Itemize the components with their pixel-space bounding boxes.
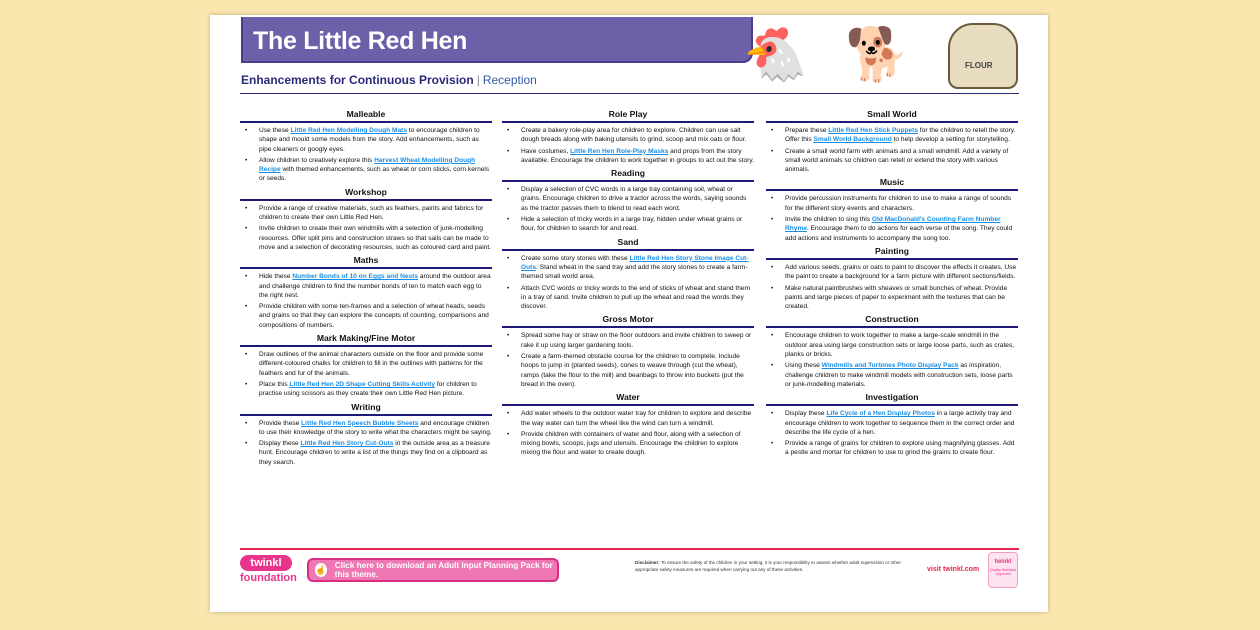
- item-text: . Encourage them to do actions for each verse of the song. They could add actions and instruments to accompany the song too.: [785, 225, 1013, 242]
- section-rule: [240, 121, 492, 123]
- item-text: Add water wheels to the outdoor water tray for children to explore and describe the way water can turn the wheel like the wind can turn a windmill.: [521, 410, 752, 427]
- item-text: Have costumes,: [521, 147, 571, 155]
- item-text: Provide children with some ten-frames and a selection of wheat heads, seeds and grains so that they can explore the concepts of counting, comparisons and compositions of numbers.: [259, 303, 489, 329]
- section-heading: Workshop: [345, 186, 387, 197]
- item-text: Invite children to create their own windmills with a selection of junk-modelling resources. Offer split pins and construction straws so that sails can be made to move and a selection of decorating resources, such as coloured card and paint.: [259, 225, 492, 251]
- separator: |: [476, 73, 480, 87]
- activity-list: [502, 254, 754, 312]
- section-rule: [766, 189, 1018, 191]
- badge-text: Quality Standard Approved: [989, 568, 1017, 576]
- activity-list: [766, 409, 1018, 457]
- list-item: [766, 194, 1018, 213]
- list-item: [502, 126, 754, 145]
- header-divider: [240, 93, 1019, 94]
- section-heading: Reading: [611, 168, 645, 179]
- item-text: Using these: [785, 362, 822, 370]
- item-text: in a large activity tray and encourage children to work together to sequence them in the correct order and describe the life cycle of a hen.: [785, 410, 1015, 436]
- list-item: [240, 350, 492, 378]
- resource-link[interactable]: Number Bonds of 10 on Eggs and Nests: [292, 273, 419, 281]
- section-rule: [502, 249, 754, 251]
- flour-sack-illustration: [948, 23, 1018, 89]
- section-heading: Sand: [617, 236, 639, 247]
- section-small-world: [766, 109, 1018, 174]
- logo-top-text: twinkl: [240, 555, 292, 571]
- list-item: [240, 224, 492, 252]
- level-label: Reception: [482, 73, 537, 87]
- list-item: [766, 147, 1018, 175]
- section-writing: [240, 402, 492, 467]
- list-item: [502, 284, 754, 312]
- document-sheet: [210, 15, 1048, 612]
- hen-illustration: 🐔: [743, 26, 808, 84]
- section-workshop: [240, 187, 492, 252]
- section-music: [766, 177, 1018, 242]
- list-item: [240, 439, 492, 467]
- resource-link[interactable]: Harvest Wheat Modelling Dough Recipe: [259, 156, 476, 174]
- disclaimer: [635, 560, 905, 573]
- section-investigation: [766, 392, 1018, 457]
- list-item: [502, 430, 754, 458]
- item-text: Invite the children to sing this: [785, 216, 872, 224]
- section-rule: [240, 199, 492, 201]
- section-painting: [766, 246, 1018, 311]
- list-item: [502, 331, 754, 350]
- item-text: Provide these: [259, 419, 302, 427]
- item-text: Spread some hay or straw on the floor outdoors and invite children to sweep or rake it up using larger gardening tools.: [521, 332, 752, 349]
- activity-list: [766, 126, 1018, 174]
- disclaimer-label: Disclaimer:: [635, 560, 660, 565]
- activity-list: [240, 272, 492, 330]
- item-text: Display these: [785, 410, 827, 418]
- item-text: Encourage children to work together to make a large-scale windmill in the outdoor area using large construction sets or large loose parts, such as crates, planks or bricks.: [785, 332, 1015, 359]
- section-heading: Maths: [353, 255, 379, 266]
- activity-list: [240, 419, 492, 467]
- item-text: Make natural paintbrushes with sheaves or small bunches of wheat. Provide paints and large pieces of paper to experiment with the textures that can be created.: [785, 284, 1008, 311]
- item-text: and encourage children to use their knowledge of the story to write what the characters might be saying.: [259, 419, 492, 436]
- list-item: [766, 361, 1018, 389]
- item-text: Provide children with containers of water and flour, along with a selection of mixing bowls, scoops, jugs and utensils. Encourage the children to explore mixing the flour and water to create dough.: [521, 430, 741, 457]
- activity-list: [502, 185, 754, 233]
- download-label: Click here to download an Adult Input Planning Pack for this theme.: [334, 561, 553, 579]
- section-sand: [502, 237, 754, 312]
- item-text: with themed enhancements, such as wheat or corn sticks, corn kernels or seeds.: [259, 166, 490, 183]
- item-text: Hide a selection of tricky words in a large tray, hidden under wheat grains or flour, for children to search for and read.: [521, 216, 743, 233]
- subtitle-text: Enhancements for Continuous Provision: [241, 73, 474, 87]
- section-heading: Painting: [875, 245, 909, 256]
- list-item: [502, 409, 754, 428]
- item-text: Attach CVC words or tricky words to the end of sticks of wheat and stand them in a tray of sand. Invite children to pull up the wheat and read the words they discover.: [521, 284, 751, 311]
- item-text: Create a small world farm with animals and a small windmill. Add a variety of small world animals so children can retell or extend the story with various animals.: [785, 147, 1009, 174]
- section-reading: [502, 168, 754, 233]
- list-item: [766, 284, 1018, 312]
- page-title: The Little Red Hen: [253, 27, 468, 55]
- section-rule: [240, 414, 492, 416]
- activity-list: [502, 331, 754, 389]
- section-gross-motor: [502, 314, 754, 389]
- list-item: [502, 215, 754, 234]
- list-item: [240, 156, 492, 184]
- item-text: Add various seeds, grains or oats to paint to discover the effects it creates. Use the paint to create a background for a farm picture with different sections/fields.: [785, 263, 1017, 281]
- list-item: [240, 419, 492, 438]
- item-text: Display a selection of CVC words in a large tray containing soil, wheat or grains. Encourage children to drive a tractor across the words, saying sounds as the tractor passes them to blend to read each word.: [521, 186, 747, 212]
- item-text: . Stand wheat in the sand tray and add the story stones to create a farm-themed small world area.: [521, 263, 748, 281]
- item-text: around the outdoor area and challenge children to find the number bonds of ten to match each egg to the right nest.: [259, 273, 491, 299]
- item-text: Create a farm-themed obstacle course for the children to complete. Include hoops to jump in (planted seeds), cones to weave through (cut the wheat), ramps (take the flour to the mill) and beanbags to throw into buckets (put the bread in the oven).: [521, 353, 744, 388]
- section-rule: [766, 326, 1018, 328]
- item-text: to help develop a setting for storytelling.: [891, 136, 1010, 144]
- activity-list: [766, 331, 1018, 389]
- section-construction: [766, 314, 1018, 389]
- resource-link[interactable]: Little Ren Hen Role-Play Masks: [570, 147, 669, 155]
- list-item: [240, 126, 492, 154]
- section-maths: [240, 255, 492, 330]
- item-text: and props from the story available. Encourage the children to work together in groups to act out the story.: [521, 147, 754, 164]
- section-rule: [766, 404, 1018, 406]
- activity-list: [240, 204, 492, 252]
- item-text: for children to practise using scissors as they create their own Little Red Hen picture.: [259, 380, 477, 398]
- list-item: [766, 263, 1018, 282]
- item-text: Prepare these: [785, 127, 829, 134]
- section-heading: Investigation: [865, 392, 919, 403]
- list-item: [766, 409, 1018, 437]
- section-rule: [240, 267, 492, 269]
- activity-list: [766, 194, 1018, 242]
- twinkl-foundation-logo[interactable]: [240, 555, 297, 595]
- section-heading: Mark Making/Fine Motor: [316, 333, 416, 344]
- item-text: Draw outlines of the animal characters outside on the floor and provide some different-coloured chalks for children to fill in the outlines with patterns for the feathers and fur of the animals.: [259, 351, 484, 377]
- section-heading: Role Play: [608, 109, 648, 119]
- list-item: [502, 147, 754, 166]
- item-text: Create a bakery role-play area for children to explore. Children can use salt dough breads along with baking utensils to grind, scoop and mix oats or flour.: [521, 127, 747, 144]
- resource-link[interactable]: Life Cycle of a Hen Display Photos: [826, 410, 935, 418]
- item-text: Allow children to creatively explore this: [259, 156, 375, 164]
- resource-link[interactable]: Small World Background: [813, 136, 892, 144]
- column-3: [766, 109, 1018, 461]
- section-heading: Construction: [865, 314, 919, 325]
- resource-link[interactable]: Little Red Hen Speech Bubble Sheets: [301, 419, 419, 427]
- item-text: Use these: [259, 127, 291, 134]
- badge-brand: twinkl: [994, 559, 1012, 565]
- item-text: to encourage children to shape and mould some models from the story. Add enhancements, such as pipe cleaners or googly eyes.: [259, 127, 480, 153]
- section-heading: Water: [616, 392, 640, 403]
- section-rule: [502, 404, 754, 406]
- item-text: Place this: [259, 380, 290, 388]
- list-item: [502, 352, 754, 389]
- list-item: [240, 380, 492, 399]
- list-item: [766, 126, 1018, 145]
- section-rule: [502, 121, 754, 123]
- column-2: [502, 109, 754, 461]
- item-text: Provide percussion instruments for children to use to make a range of sounds for the different story events and characters.: [785, 195, 1012, 212]
- column-1: [240, 109, 492, 470]
- activity-list: [766, 263, 1018, 311]
- section-role-play: [502, 109, 754, 165]
- section-heading: Small World: [867, 109, 917, 119]
- section-rule: [502, 180, 754, 182]
- list-item: [766, 331, 1018, 359]
- list-item: [502, 254, 754, 282]
- list-item: [240, 302, 492, 330]
- quality-badge: [988, 552, 1018, 588]
- flour-label: FLOUR: [965, 61, 993, 70]
- list-item: [766, 215, 1018, 243]
- visit-twinkl-link[interactable]: visit twinkl.com: [927, 566, 980, 573]
- item-text: for the children to retell the story. Offer this: [785, 127, 1016, 144]
- resource-link[interactable]: Little Red Hen Stick Puppets: [828, 127, 919, 134]
- subtitle: [241, 73, 537, 87]
- list-item: [240, 204, 492, 223]
- resource-link[interactable]: Little Red Hen Modelling Dough Mats: [290, 127, 408, 134]
- item-text: Create some story stones with these: [521, 254, 630, 262]
- resource-link[interactable]: Little Red Hen 2D Shape Cutting Skills Activity: [289, 380, 435, 388]
- download-planning-pack-button[interactable]: [307, 558, 559, 582]
- list-item: [502, 185, 754, 213]
- resource-link[interactable]: Windmills and Turbines Photo Display Pack: [821, 362, 959, 370]
- logo-bottom-text: foundation: [240, 572, 297, 584]
- section-malleable: [240, 109, 492, 184]
- footer-divider: [240, 548, 1019, 550]
- dog-illustration: 🐕: [845, 26, 910, 84]
- list-item: [240, 272, 492, 300]
- item-text: as inspiration, challenge children to make windmill models with construction sets, loose parts or junk-modelling materials.: [785, 362, 1013, 388]
- item-text: Hide these: [259, 273, 293, 281]
- title-banner: [241, 17, 753, 63]
- section-heading: Music: [879, 177, 905, 188]
- activity-list: [502, 409, 754, 457]
- pointer-hand-icon: ☝: [315, 565, 327, 575]
- section-rule: [502, 326, 754, 328]
- item-text: Provide a range of creative materials, such as feathers, paints and fabrics for children to create their own Little Red Hen.: [259, 204, 484, 222]
- item-text: Display these: [259, 440, 301, 448]
- resource-link[interactable]: Little Red Hen Story Cut-Outs: [300, 440, 394, 448]
- section-heading: Writing: [351, 401, 381, 412]
- section-heading: Gross Motor: [602, 314, 654, 325]
- item-text: in the outside area as a treasure hunt. Encourage children to write a list of the things they find on a clipboard as they search.: [259, 440, 490, 466]
- activity-list: [240, 350, 492, 398]
- resource-link[interactable]: Old MacDonald's Counting Farm Number Rhyme: [785, 216, 1001, 233]
- list-item: [766, 439, 1018, 458]
- disclaimer-text: To ensure the safety of the children in your setting, it is your responsibility to assess whether adult supervision or other appropriate safety measures are required when carrying out any of these activities.: [635, 560, 901, 572]
- item-text: Provide a range of grains for children to explore using magnifying glasses. Add a pestle and mortar for children to use to grind the grains to create flour.: [785, 440, 1015, 457]
- section-rule: [766, 121, 1018, 123]
- section-mark-making-fine-motor: [240, 333, 492, 398]
- section-rule: [240, 345, 492, 347]
- activity-list: [240, 126, 492, 184]
- resource-link[interactable]: Little Red Hen Story Stone Image Cut-Outs: [521, 254, 749, 271]
- section-rule: [766, 258, 1018, 260]
- section-water: [502, 392, 754, 457]
- activity-list: [502, 126, 754, 165]
- section-heading: Malleable: [346, 109, 386, 119]
